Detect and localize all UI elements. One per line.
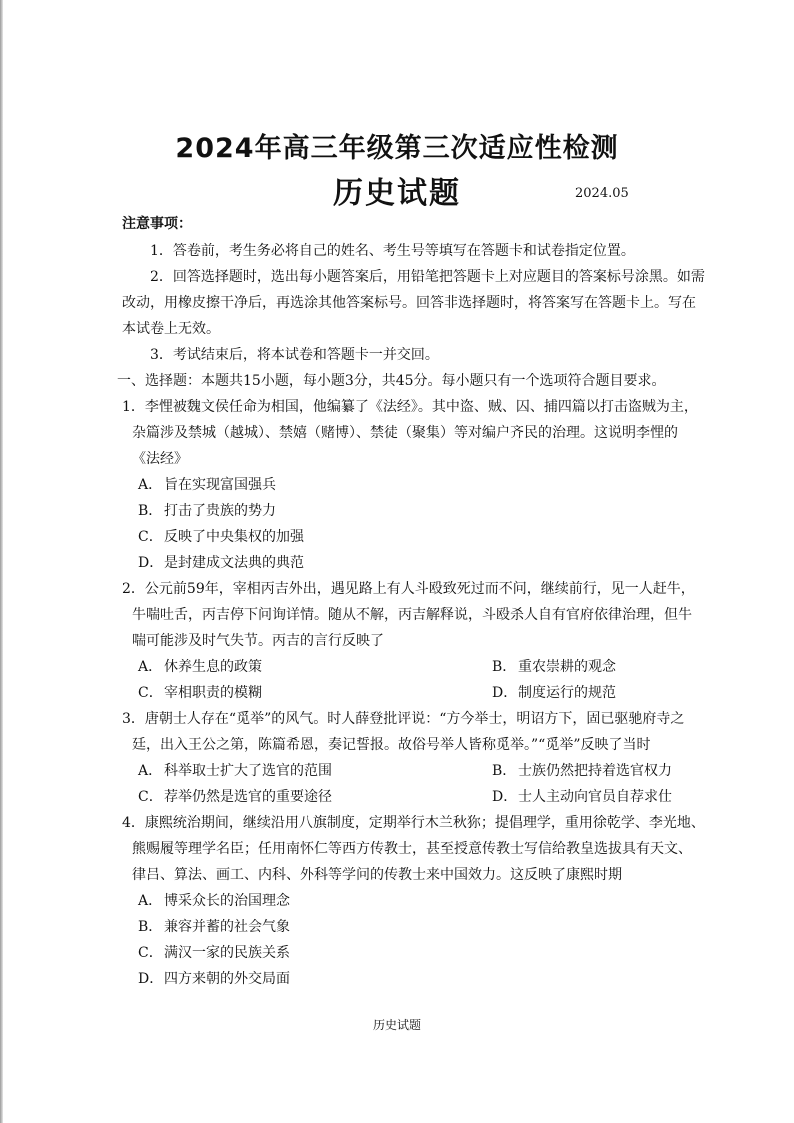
note-line: 2．回答选择题时，选出每小题答案后，用铅笔把答题卡上对应题目的答案标号涂黑。如需 [150, 269, 705, 285]
note-line: 改动，用橡皮擦干净后，再选涂其他答案标号。回答非选择题时，将答案写在答题卡上。写在 [122, 295, 696, 311]
question-2-option-c [138, 682, 262, 702]
question-3-option-b [492, 760, 672, 780]
exam-subtitle: 历史试题 [333, 176, 461, 211]
question-4-stem: 4．康熙统治期间，继续沿用八旗制度，定期举行木兰秋狝；提倡理学，重用徐乾学、李光地、 [122, 815, 705, 831]
option-key: A． [138, 893, 163, 909]
notes-heading: 注意事项： [122, 216, 192, 232]
question-2-stem: 喘可能涉及时气失节。丙吉的言行反映了 [132, 633, 384, 649]
note-line: 1．答卷前，考生务必将自己的姓名、考生号等填写在答题卡和试卷指定位置。 [150, 243, 635, 259]
note-line: 3．考试结束后，将本试卷和答题卡一并交回。 [150, 347, 439, 363]
question-1-stem: 杂篇涉及禁城（越城）、禁嬉（赌博）、禁徒（聚集）等对编户齐民的治理。这说明李悝的 [132, 425, 678, 441]
section-heading: 一、选择题：本题共15小题，每小题3分，共45分。每小题只有一个选项符合题目要求。 [117, 373, 666, 389]
option-key: B． [138, 503, 163, 519]
option-text: 打击了贵族的势力 [164, 503, 276, 519]
page-footer: 历史试题 [372, 1018, 421, 1032]
option-text: 博采众长的治国理念 [164, 893, 290, 909]
option-key: D． [138, 555, 164, 571]
option-key: A． [138, 477, 163, 493]
option-text: 满汉一家的民族关系 [164, 945, 290, 961]
question-1-option-d [138, 552, 304, 572]
note-line: 本试卷上无效。 [122, 321, 220, 337]
option-text: 是封建成文法典的典范 [164, 555, 304, 571]
question-4-option-b [138, 916, 290, 936]
option-text: 旨在实现富国强兵 [164, 477, 276, 493]
option-key: D． [138, 971, 164, 987]
question-3-stem: 廷，出入王公之第，陈篇希恩，奏记誓报。故俗号举人皆称觅举。”“觅举”反映了当时 [132, 737, 651, 753]
question-4-stem: 律吕、算法、画工、内科、外科等学问的传教士来中国效力。这反映了康熙时期 [132, 867, 622, 883]
option-text: 科举取士扩大了选官的范围 [164, 763, 332, 779]
option-text: 士人主动向官员自荐求仕 [518, 789, 672, 805]
question-1-stem: 《法经》 [132, 451, 188, 467]
question-2-stem: 2．公元前59年，宰相丙吉外出，遇见路上有人斗殴致死过而不问，继续前行，见一人赶牛， [122, 581, 695, 597]
question-1-option-b [138, 500, 276, 520]
question-3-option-c [138, 786, 332, 806]
option-text: 士族仍然把持着选官权力 [518, 763, 672, 779]
option-text: 反映了中央集权的加强 [164, 529, 304, 545]
option-key: D． [492, 685, 518, 701]
question-2-stem: 牛喘吐舌，丙吉停下问询详情。随从不解，丙吉解释说，斗殴杀人自有官府依律治理，但牛 [132, 607, 692, 623]
option-text: 兼容并蓄的社会气象 [164, 919, 290, 935]
question-4-option-d [138, 968, 290, 988]
option-text: 荐举仍然是选官的重要途径 [164, 789, 332, 805]
question-3-option-a [138, 760, 332, 780]
option-key: C． [138, 945, 163, 961]
option-key: D． [492, 789, 518, 805]
exam-date: 2024.05 [575, 186, 629, 201]
option-key: C． [138, 685, 163, 701]
option-key: C． [138, 529, 163, 545]
option-text: 制度运行的规范 [518, 685, 616, 701]
question-2-option-d [492, 682, 616, 702]
option-key: A． [138, 763, 163, 779]
question-4-option-c [138, 942, 290, 962]
option-key: B． [492, 763, 517, 779]
question-4-option-a [138, 890, 290, 910]
option-text: 宰相职责的模糊 [164, 685, 262, 701]
question-1-option-c [138, 526, 304, 546]
option-text: 休养生息的政策 [164, 659, 262, 675]
option-key: C． [138, 789, 163, 805]
question-2-option-a [138, 656, 262, 676]
exam-title: 2024年高三年级第三次适应性检测 [175, 133, 619, 164]
option-text: 重农崇耕的观念 [518, 659, 616, 675]
question-1-stem: 1．李悝被魏文侯任命为相国，他编纂了《法经》。其中盗、贼、囚、捕四篇以打击盗贼为主， [122, 399, 698, 415]
question-3-stem: 3．唐朝士人存在“觅举”的风气。时人薛登批评说：“方今举士，明诏方下，固已驱驰府寺之 [122, 711, 685, 727]
question-3-option-d [492, 786, 672, 806]
question-4-stem: 熊赐履等理学名臣；任用南怀仁等西方传教士，甚至授意传教士写信给教皇选拔具有天文、 [132, 841, 692, 857]
question-2-option-b [492, 656, 616, 676]
option-text: 四方来朝的外交局面 [164, 971, 290, 987]
option-key: A． [138, 659, 163, 675]
option-key: B． [492, 659, 517, 675]
question-1-option-a [138, 474, 276, 494]
option-key: B． [138, 919, 163, 935]
